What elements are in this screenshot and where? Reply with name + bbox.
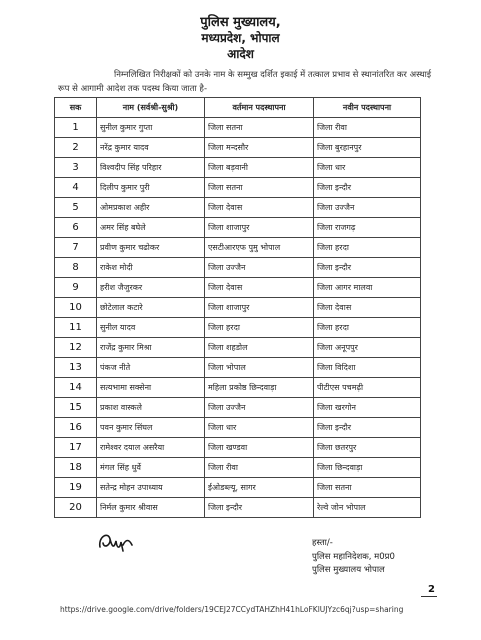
table-row: [55, 238, 421, 258]
name-cell: पंकज नीते: [97, 358, 205, 378]
name-cell: दिलीप कुमार पुरी: [97, 178, 205, 198]
new-posting-cell: जिला हरदा: [314, 238, 421, 258]
serial-cell: 5: [55, 198, 97, 218]
serial-cell: 9: [55, 278, 97, 298]
table-row: [55, 378, 421, 398]
new-posting-cell: जिला सतना: [314, 478, 421, 498]
name-cell: रामेश्वर दयाल असरैया: [97, 438, 205, 458]
serial-cell: 1: [55, 118, 97, 138]
header-location: मध्यप्रदेश, भोपाल: [201, 31, 280, 45]
current-posting-cell: ईओडब्ल्यू, सागर: [205, 478, 314, 498]
name-cell: प्रकाश वास्कले: [97, 398, 205, 418]
table-row: [55, 178, 421, 198]
serial-cell: 8: [55, 258, 97, 278]
name-cell: छोटेलाल कटारे: [97, 298, 205, 318]
new-posting-cell: जिला बुरहानपुर: [314, 138, 421, 158]
source-link[interactable]: https://drive.google.com/drive/folders/19CEJ27CCydTAHZhH41hLoFKlUJYzc6qj?usp=sharing: [60, 605, 404, 614]
signatory-office: पुलिस मुख्यालय भोपाल: [312, 565, 385, 575]
name-cell: सतेन्द्र मोहन उपाध्याय: [97, 478, 205, 498]
new-posting-cell: पीटीएस पचमढ़ी: [314, 378, 421, 398]
serial-cell: 11: [55, 318, 97, 338]
current-posting-cell: जिला मन्दसौर: [205, 138, 314, 158]
table-row: [55, 278, 421, 298]
table-row: [55, 478, 421, 498]
header-serial: सक: [55, 98, 97, 118]
serial-cell: 15: [55, 398, 97, 418]
current-posting-cell: जिला शाजापुर: [205, 218, 314, 238]
header-office: पुलिस मुख्यालय,: [200, 15, 281, 30]
header-name: नाम (सर्वश्री-सुश्री): [97, 98, 205, 118]
new-posting-cell: जिला खरगोन: [314, 398, 421, 418]
page-number-underline: [421, 596, 437, 597]
table-row: [55, 158, 421, 178]
serial-cell: 14: [55, 378, 97, 398]
table-row: [55, 198, 421, 218]
new-posting-cell: जिला छतरपुर: [314, 438, 421, 458]
new-posting-cell: जिला रीवा: [314, 118, 421, 138]
table-row: [55, 358, 421, 378]
serial-cell: 18: [55, 458, 97, 478]
table-row: [55, 298, 421, 318]
current-posting-cell: जिला धार: [205, 418, 314, 438]
current-posting-cell: जिला भोपाल: [205, 358, 314, 378]
new-posting-cell: जिला विदिशा: [314, 358, 421, 378]
table-row: [55, 398, 421, 418]
table-row: [55, 138, 421, 158]
serial-cell: 7: [55, 238, 97, 258]
current-posting-cell: जिला शाजापुर: [205, 298, 314, 318]
name-cell: ओमप्रकाश अहीर: [97, 198, 205, 218]
serial-cell: 17: [55, 438, 97, 458]
serial-cell: 20: [55, 498, 97, 518]
current-posting-cell: जिला रीवा: [205, 458, 314, 478]
serial-cell: 10: [55, 298, 97, 318]
name-cell: प्रवीण कुमार चढोकर: [97, 238, 205, 258]
table-row: [55, 318, 421, 338]
intro-paragraph: निम्नलिखित निरीक्षकों को उनके नाम के सम्मुख दर्शित इकाई में तत्काल प्रभाव से स्थानांतरित कर अस्थाई रूप से आगामी आदेश तक पदस्थ किया जाता है-: [58, 70, 432, 94]
new-posting-cell: जिला आगर मालवा: [314, 278, 421, 298]
table-row: [55, 338, 421, 358]
header-current-posting: वर्तमान पदस्थापना: [205, 98, 314, 118]
table-row: [55, 438, 421, 458]
name-cell: हरीश जैजुरकर: [97, 278, 205, 298]
name-cell: अमर सिंह बघेले: [97, 218, 205, 238]
new-posting-cell: रेल्वे जोन भोपाल: [314, 498, 421, 518]
new-posting-cell: जिला हरदा: [314, 318, 421, 338]
new-posting-cell: जिला उज्जैन: [314, 198, 421, 218]
name-cell: राकेश मोदी: [97, 258, 205, 278]
signed-note: हस्ता/-: [312, 538, 333, 548]
new-posting-cell: जिला इन्दौर: [314, 258, 421, 278]
serial-cell: 3: [55, 158, 97, 178]
current-posting-cell: जिला उज्जैन: [205, 258, 314, 278]
name-cell: सत्यभामा सक्सेना: [97, 378, 205, 398]
name-cell: राजेंद्र कुमार मिश्रा: [97, 338, 205, 358]
new-posting-cell: जिला धार: [314, 158, 421, 178]
table-row: [55, 498, 421, 518]
header-new-posting: नवीन पदस्थापना: [314, 98, 421, 118]
table-header-row: [55, 98, 421, 118]
name-cell: सुनील कुमार गुप्ता: [97, 118, 205, 138]
current-posting-cell: जिला देवास: [205, 198, 314, 218]
new-posting-cell: जिला छिन्दवाड़ा: [314, 458, 421, 478]
table-row: [55, 118, 421, 138]
name-cell: नरेंद्र कुमार यादव: [97, 138, 205, 158]
new-posting-cell: जिला अनूपपुर: [314, 338, 421, 358]
current-posting-cell: जिला बड़वानी: [205, 158, 314, 178]
new-posting-cell: जिला इन्दौर: [314, 178, 421, 198]
page-number: 2: [428, 584, 435, 595]
serial-cell: 6: [55, 218, 97, 238]
new-posting-cell: जिला राजगढ़: [314, 218, 421, 238]
table-row: [55, 458, 421, 478]
table-row: [55, 218, 421, 238]
transfer-table: [54, 97, 421, 518]
serial-cell: 4: [55, 178, 97, 198]
current-posting-cell: जिला सतना: [205, 118, 314, 138]
current-posting-cell: जिला हरदा: [205, 318, 314, 338]
current-posting-cell: जिला देवास: [205, 278, 314, 298]
handwritten-signature: [96, 527, 136, 555]
table-row: [55, 418, 421, 438]
serial-cell: 2: [55, 138, 97, 158]
new-posting-cell: जिला इन्दौर: [314, 418, 421, 438]
name-cell: सुनील यादव: [97, 318, 205, 338]
name-cell: निर्मल कुमार श्रीवास: [97, 498, 205, 518]
header-order-title: आदेश: [227, 47, 254, 61]
signatory-designation: पुलिस महानिदेशक, म0प्र0: [312, 552, 395, 562]
current-posting-cell: जिला उज्जैन: [205, 398, 314, 418]
name-cell: पवन कुमार सिंघल: [97, 418, 205, 438]
current-posting-cell: जिला शहडोल: [205, 338, 314, 358]
new-posting-cell: जिला देवास: [314, 298, 421, 318]
current-posting-cell: महिला प्रकोष्ठ छिन्दवाड़ा: [205, 378, 314, 398]
table-row: [55, 258, 421, 278]
current-posting-cell: जिला सतना: [205, 178, 314, 198]
serial-cell: 13: [55, 358, 97, 378]
current-posting-cell: जिला इन्दौर: [205, 498, 314, 518]
name-cell: मंगल सिंह धुर्वे: [97, 458, 205, 478]
serial-cell: 12: [55, 338, 97, 358]
current-posting-cell: जिला खण्डवा: [205, 438, 314, 458]
serial-cell: 19: [55, 478, 97, 498]
current-posting-cell: एसटीआरएफ पुमु भोपाल: [205, 238, 314, 258]
name-cell: विश्वदीप सिंह परिहार: [97, 158, 205, 178]
serial-cell: 16: [55, 418, 97, 438]
